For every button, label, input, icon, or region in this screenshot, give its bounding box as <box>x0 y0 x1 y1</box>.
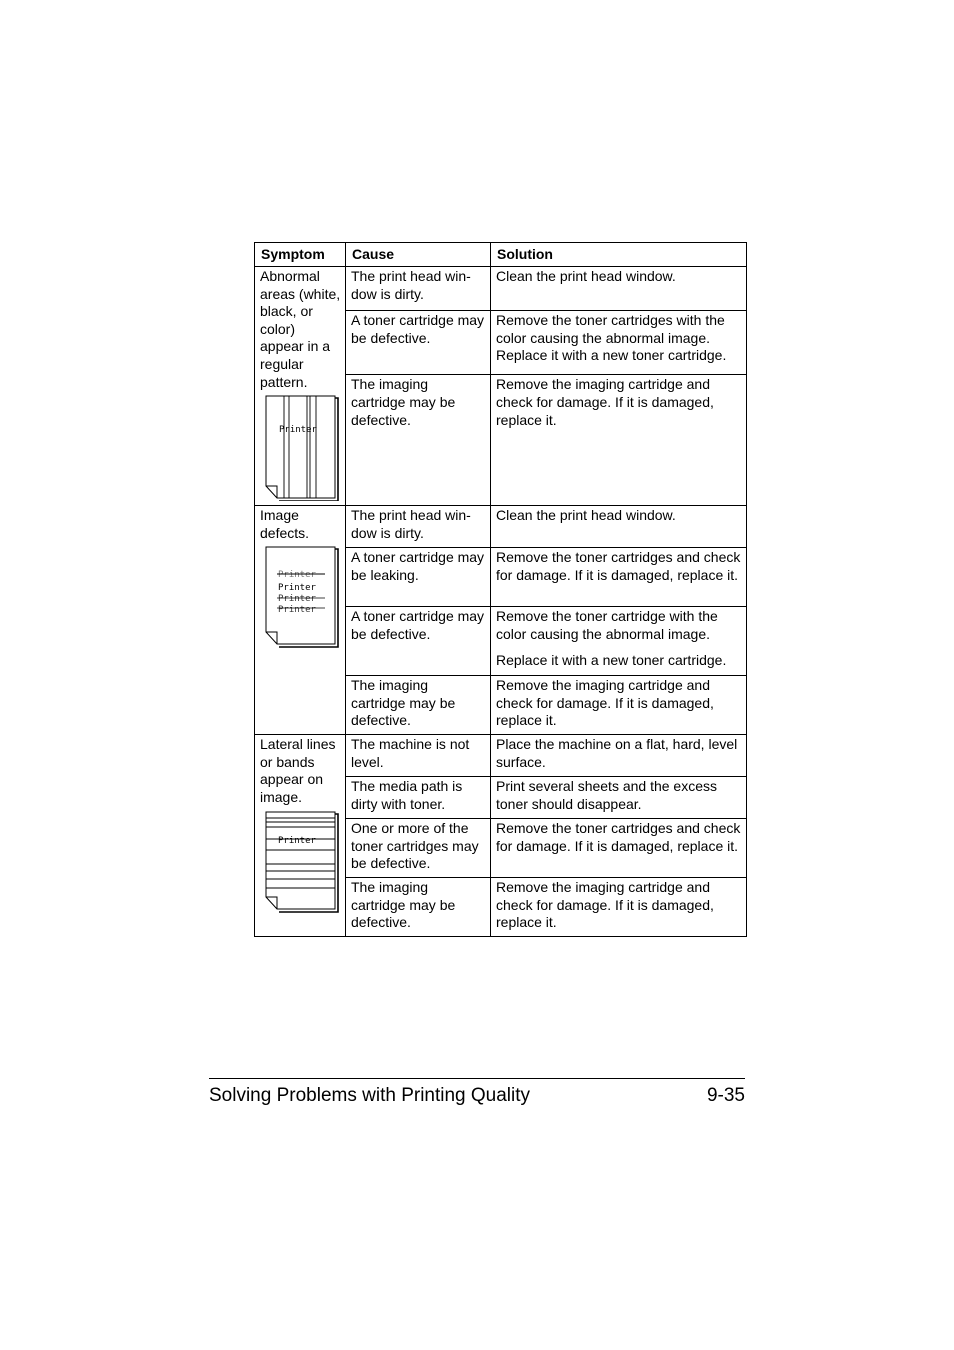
solution-cell: Place the machine on a flat, hard, level surface. <box>491 735 747 777</box>
header-cause: Cause <box>346 243 491 267</box>
svg-text:Printer: Printer <box>278 570 316 581</box>
abnormal-pattern-illustration <box>263 395 339 501</box>
solution-cell: Remove the imaging cartridge and check for damage. If it is damaged, replace it. <box>491 375 747 506</box>
illustration-label: Printer <box>278 835 316 846</box>
cause-cell: The imaging cartridge may be defective. <box>346 375 491 506</box>
cause-cell: A toner cartridge may be defective. <box>346 311 491 375</box>
solution-cell: Print several sheets and the excess toner should disappear. <box>491 777 747 819</box>
symptom-text: Lateral lines or bands appear on image. <box>260 736 336 805</box>
cause-cell: The print head win-dow is dirty. <box>346 267 491 311</box>
cause-cell: A toner cartridge may be leaking. <box>346 548 491 607</box>
page-footer <box>209 1078 745 1106</box>
image-defects-illustration <box>263 546 339 652</box>
solution-cell: Clean the print head window. <box>491 267 747 311</box>
cause-cell: The print head win-dow is dirty. <box>346 506 491 548</box>
solution-text: Remove the toner cartridge with the color causing the abnormal image. <box>496 608 718 642</box>
solution-cell: Remove the toner cartridges and check for damage. If it is damaged, replace it. <box>491 548 747 607</box>
symptom-text: Abnormal areas (white, black, or color) appear in a regular pattern. <box>260 268 341 390</box>
page-number: 9-35 <box>706 1085 745 1106</box>
svg-text:Printer: Printer <box>278 594 316 605</box>
header-solution: Solution <box>491 243 747 267</box>
symptom-cell <box>255 267 346 506</box>
solution-text-continued: Replace it with a new toner cartridge. <box>496 652 727 669</box>
troubleshooting-table <box>254 242 747 937</box>
illustration-label: Printer <box>279 425 317 436</box>
table-row <box>255 735 747 777</box>
solution-cell: Remove the toner cartridges and check for damage. If it is damaged, replace it. <box>491 819 747 878</box>
symptom-cell <box>255 506 346 735</box>
cause-cell: The imaging cartridge may be defective. <box>346 676 491 735</box>
lateral-lines-illustration <box>263 811 339 917</box>
solution-cell: Remove the imaging cartridge and check for damage. If it is damaged, replace it. <box>491 878 747 937</box>
solution-cell: Clean the print head window. <box>491 506 747 548</box>
symptom-text: Image defects. <box>260 507 310 541</box>
symptom-cell <box>255 735 346 937</box>
header-symptom: Symptom <box>255 243 346 267</box>
table-row <box>255 506 747 548</box>
solution-cell: Remove the toner cartridges with the color causing the abnormal image. Replace it with a new toner cartridge. <box>491 311 747 375</box>
cause-cell: The machine is not level. <box>346 735 491 777</box>
solution-cell <box>491 607 747 676</box>
cause-cell: A toner cartridge may be defective. <box>346 607 491 676</box>
table-row <box>255 267 747 311</box>
svg-text:Printer: Printer <box>278 605 316 616</box>
illustration-label: Printer <box>278 583 316 594</box>
solution-cell: Remove the imaging cartridge and check for damage. If it is damaged, replace it. <box>491 676 747 735</box>
footer-title: Solving Problems with Printing Quality <box>209 1085 531 1106</box>
cause-cell: The imaging cartridge may be defective. <box>346 878 491 937</box>
cause-cell: The media path is dirty with toner. <box>346 777 491 819</box>
cause-cell: One or more of the toner cartridges may be defective. <box>346 819 491 878</box>
table-header-row <box>255 243 747 267</box>
